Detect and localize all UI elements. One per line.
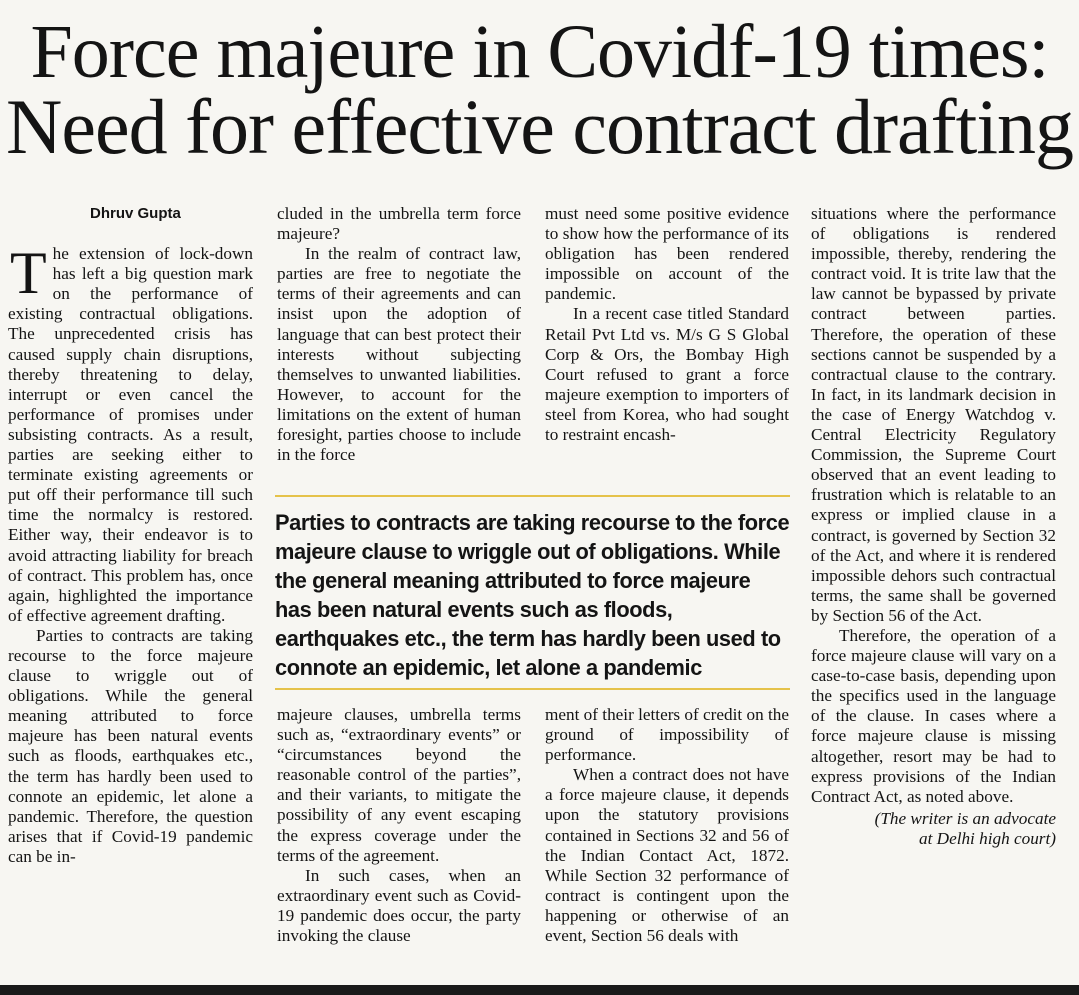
column-1 (8, 204, 253, 867)
col2-top-paragraph-2: In the realm of contract law, parties are free to negotiate the terms of their agreements and can insist upon the adoption of language that can best protect their interests without subjecting themselves to unwanted liabilities. However, to account for the limitations on the extent of human foresight, parties choose to include in the force (277, 244, 521, 465)
col3-top-paragraph-2: In a recent case titled Standard Retail Pvt Ltd vs. M/s G S Global Corp & Ors, the Bombay High Court refused to grant a force majeure exemption to importers of steel from Korea, who had sought to restraint encash- (545, 304, 789, 445)
col2-top-paragraph-1: cluded in the umbrella term force majeure? (277, 204, 521, 244)
column-2-bottom (277, 705, 521, 946)
byline: Dhruv Gupta (90, 205, 181, 222)
col1-paragraph-2: Parties to contracts are taking recourse to the force majeure clause to wriggle out of obligations. While the general meaning attributed to force majeure has been natural events such as floods, earthquakes etc., the term has hardly been used to connote an epidemic, let alone a pandemic. Therefore, the question arises that if Covid-19 pandemic can be in- (8, 625, 253, 866)
col3-top-paragraph-1: must need some positive evidence to show how the performance of its obligation has been rendered impossible on account of the pandemic. (545, 204, 789, 304)
col3-bottom-paragraph-2: When a contract does not have a force majeure clause, it depends upon the statutory provisions contained in Sections 32 and 56 of the Indian Contact Act, 1872. While Section 32 performance of contract is contingent upon the happening or otherwise of an event, Section 56 deals with (545, 765, 789, 946)
column-3-top (545, 204, 789, 445)
author-credit (811, 809, 1056, 849)
column-3-bottom (545, 705, 789, 946)
column-2-top (277, 204, 521, 465)
column-4 (811, 204, 1056, 849)
col3-bottom-paragraph-1: ment of their letters of credit on the ground of impossibility of performance. (545, 705, 789, 765)
headline-line-1: Force majeure in Covidf-19 times: (30, 10, 1049, 94)
headline-line-2: Need for effective contract drafting (6, 83, 1073, 170)
bottom-edge-bar (0, 985, 1079, 995)
pull-quote: Parties to contracts are taking recourse to the force majeure clause to wriggle out of obligations. While the general meaning attributed to force majeure has been natural events such as floods, earthquakes etc., the term has hardly been used to connote an epidemic, let alone a pandemic (275, 510, 790, 680)
author-credit-line-2: at Delhi high court) (918, 828, 1056, 848)
drop-cap: T (10, 240, 47, 307)
author-credit-line-1: (The writer is an advocate (874, 808, 1056, 828)
col2-bottom-paragraph-1: majeure clauses, umbrella terms such as, “extraordinary events” or “circumstances beyond the reasonable control of the parties”, and their variants, to mitigate the possibility of any event escaping the express coverage under the terms of the agreement. (277, 705, 521, 865)
col4-paragraph-2: Therefore, the operation of a force majeure clause will vary on a case-to-case basis, depending upon the specifics used in the language of the clause. In cases where a force majeure clause is missing altogether, resort may be had to express provisions of the Indian Contract Act, as noted above. (811, 625, 1056, 806)
col1-paragraph-1: he extension of lock-down has left a big question mark on the performance of existing contractual obligations. The unprecedented crisis has caused supply chain disruptions, thereby threatening to delay, interrupt or even cancel the performance of promises under subsisting contracts. As a result, parties are seeking either to terminate existing agreements or put off their performance till such time the normalcy is restored. Either way, their endeavor is to avoid attracting liability for breach of contract. This problem has, once again, highlighted the importance of effective agreement drafting. (8, 244, 253, 625)
pull-quote-top-rule (275, 495, 790, 497)
col4-paragraph-1: situations where the performance of obligations is rendered impossible, thereby, rendering the contract void. It is trite law that the law cannot be bypassed by private contract between parties. Therefore, the operation of these sections cannot be suspended by a contractual clause to the contrary. In fact, in its landmark decision in the case of Energy Watchdog v. Central Electricity Regulatory Commission, the Supreme Court observed that an event leading to frustration which is relatable to an express or implied clause in a contract, is governed by Section 32 of the Act, and where it is rendered impossible dehors such contractual terms, the same shall be governed by Section 56 of the Act. (811, 204, 1056, 625)
pull-quote-bottom-rule (275, 688, 790, 690)
headline (0, 10, 1079, 170)
col2-bottom-paragraph-2: In such cases, when an extraordinary event such as Covid-19 pandemic does occur, the party invoking the clause (277, 865, 521, 946)
